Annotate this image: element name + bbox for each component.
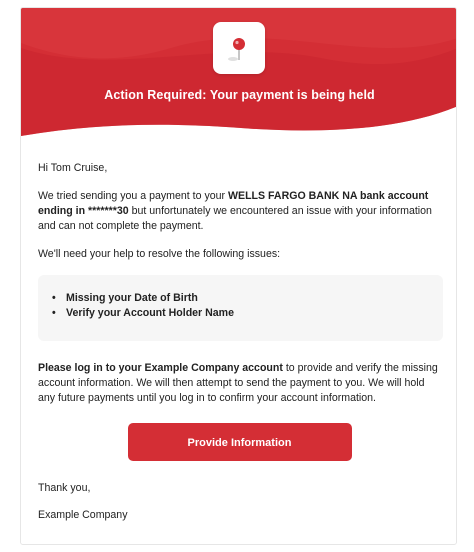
signoff xyxy=(38,481,128,535)
thank-you-text: Thank you, xyxy=(38,482,91,494)
company-logo xyxy=(213,22,265,74)
help-request-text: We'll need your help to resolve the following issues: xyxy=(38,248,281,260)
payment-message-end: but unfortunately we encountered an issue with your information and can not complete the payment. xyxy=(38,205,432,232)
bank-account-name: WELLS FARGO BANK NA bank account ending in *******30 xyxy=(38,190,429,217)
cta-container xyxy=(21,423,457,461)
issue-item: • Missing your Date of Birth xyxy=(52,292,198,304)
bullet-icon: • xyxy=(52,292,56,304)
location-pin-icon xyxy=(213,22,265,74)
login-instructions-rest: to provide and verify the missing account information. We will then attempt to send the payment to you. We will hold any future payments until you log in to confirm your account information. xyxy=(38,362,438,404)
email-body xyxy=(38,161,443,419)
email-header xyxy=(21,8,457,148)
login-instructions xyxy=(38,361,443,406)
email-card xyxy=(20,7,457,545)
issue-item: • Verify your Account Holder Name xyxy=(52,307,234,319)
greeting: Hi Tom Cruise, xyxy=(38,162,108,174)
issues-box xyxy=(38,275,443,341)
header-title: Action Required: Your payment is being held xyxy=(104,88,375,102)
payment-message xyxy=(38,189,443,234)
bullet-icon: • xyxy=(52,307,56,319)
payment-message-start: We tried sending you a payment to your xyxy=(38,190,229,202)
login-instructions-bold: Please log in to your Example Company account xyxy=(38,362,283,374)
issues-list xyxy=(52,291,429,321)
company-signature: Example Company xyxy=(38,509,128,521)
provide-information-button[interactable]: Provide Information xyxy=(128,423,352,461)
